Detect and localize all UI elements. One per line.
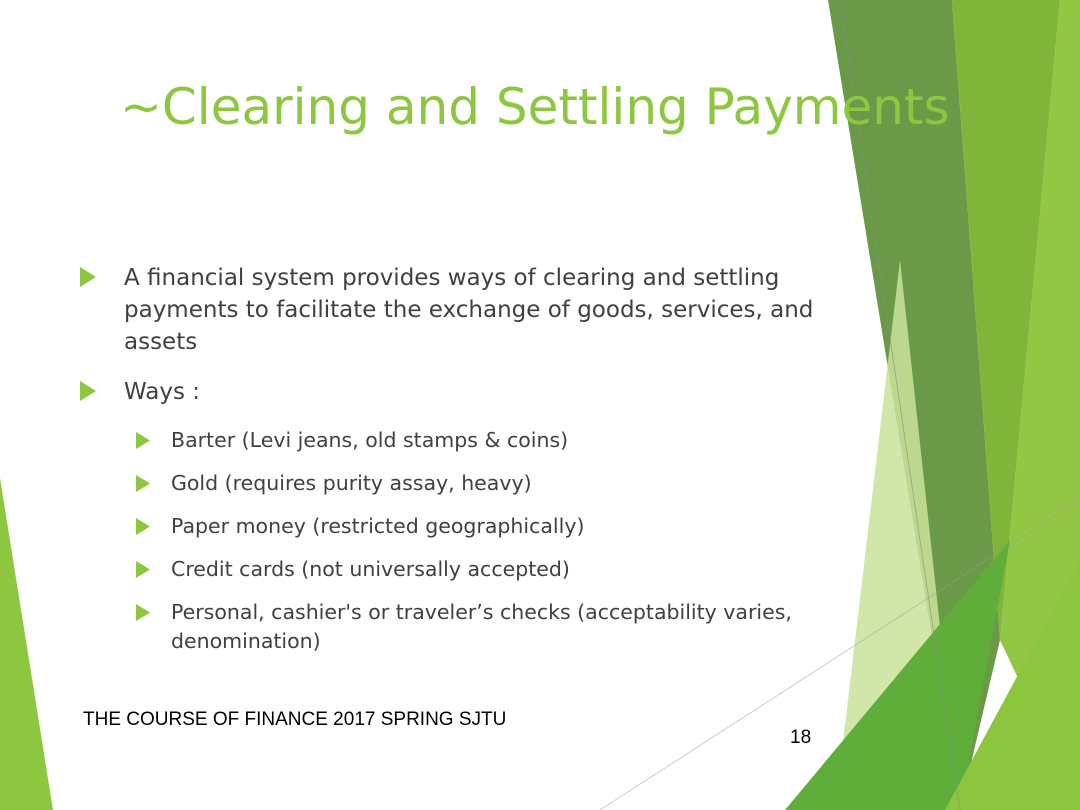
sub-bullet-text: Paper money (restricted geographically): [171, 514, 585, 538]
slide-title: ~Clearing and Settling Payments: [120, 78, 950, 136]
bullet-item: [80, 262, 820, 358]
bullet-item: [80, 376, 820, 408]
slide-footer: THE COURSE OF FINANCE 2017 SPRING SJTU: [83, 709, 507, 730]
bullet-list: [80, 262, 820, 670]
sub-bullet-text: Personal, cashier's or traveler’s checks (acceptability varies, denomination): [171, 600, 792, 653]
page-number: 18: [790, 727, 812, 748]
bullet-arrow-icon: [80, 267, 96, 287]
sub-bullet-text: Credit cards (not universally accepted): [171, 557, 570, 581]
sub-bullet-item: [80, 555, 820, 584]
bullet-text: Ways :: [124, 379, 201, 405]
bullet-arrow-icon: [136, 518, 150, 535]
bullet-arrow-icon: [80, 381, 96, 401]
sub-bullet-item: [80, 469, 820, 498]
bullet-text: A financial system provides ways of clearing and settling payments to facilitate the exchange of goods, services, and assets: [124, 265, 814, 355]
sub-bullet-text: Gold (requires purity assay, heavy): [171, 471, 532, 495]
sub-bullet-item: [80, 598, 820, 656]
bullet-arrow-icon: [136, 561, 150, 578]
bullet-arrow-icon: [136, 432, 150, 449]
sub-bullet-item: [80, 512, 820, 541]
sub-bullet-text: Barter (Levi jeans, old stamps & coins): [171, 428, 569, 452]
bullet-arrow-icon: [136, 604, 150, 621]
bullet-arrow-icon: [136, 475, 150, 492]
sub-bullet-item: [80, 426, 820, 455]
left-green-stripe: [0, 478, 53, 810]
